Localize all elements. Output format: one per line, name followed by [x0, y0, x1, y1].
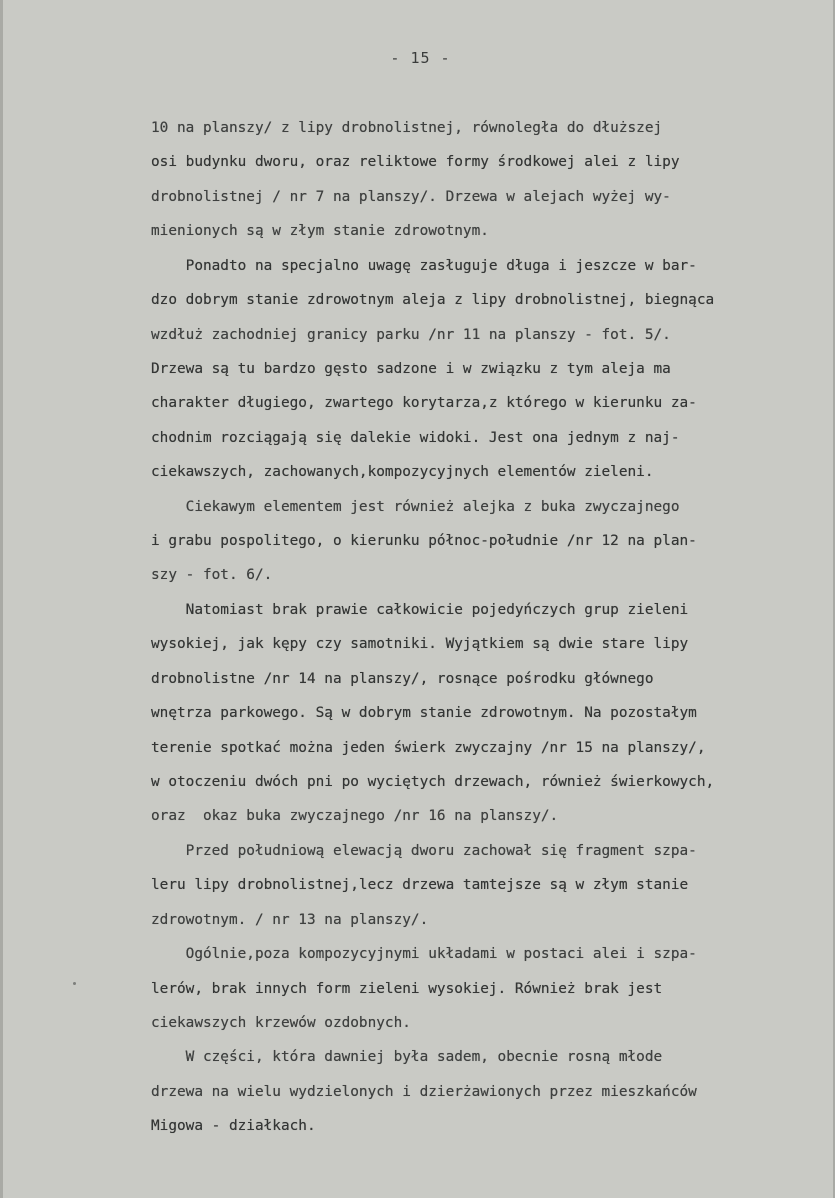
text-line: drzewa na wielu wydzielonych i dzierżawionych przez mieszkańców [151, 1084, 697, 1100]
text-line: Przed południową elewacją dworu zachował się fragment szpa- [151, 843, 697, 859]
text-line: drobnolistnej / nr 7 na planszy/. Drzewa w alejach wyżej wy- [151, 189, 671, 205]
text-line: osi budynku dworu, oraz reliktowe formy środkowej alei z lipy [151, 154, 680, 170]
text-line: charakter długiego, zwartego korytarza,z którego w kierunku za- [151, 395, 697, 411]
text-line: drobnolistne /nr 14 na planszy/, rosnące pośrodku głównego [151, 671, 654, 687]
text-line: mienionych są w złym stanie zdrowotnym. [151, 223, 489, 239]
text-line: 10 na planszy/ z lipy drobnolistnej, równoległa do dłuższej [151, 120, 663, 136]
text-line: w otoczeniu dwóch pni po wyciętych drzewach, również świerkowych, [151, 774, 715, 790]
text-line: W części, która dawniej była sadem, obecnie rosną młode [151, 1049, 663, 1065]
text-line: terenie spotkać można jeden świerk zwyczajny /nr 15 na planszy/, [151, 740, 706, 756]
text-line: wnętrza parkowego. Są w dobrym stanie zdrowotnym. Na pozostałym [151, 705, 697, 721]
text-line: Migowa - działkach. [151, 1118, 316, 1134]
text-line: Drzewa są tu bardzo gęsto sadzone i w związku z tym aleja ma [151, 361, 671, 377]
page-number: - 15 - [390, 49, 451, 67]
text-line: wysokiej, jak kępy czy samotniki. Wyjątkiem są dwie stare lipy [151, 636, 689, 652]
text-line: zdrowotnym. / nr 13 na planszy/. [151, 912, 429, 928]
text-line: Natomiast brak prawie całkowicie pojedyńczych grup zieleni [151, 602, 689, 618]
text-line: ciekawszych krzewów ozdobnych. [151, 1015, 411, 1031]
text-line: Ciekawym elementem jest również alejka z buka zwyczajnego [151, 499, 680, 515]
text-line: dzo dobrym stanie zdrowotnym aleja z lipy drobnolistnej, biegnąca [151, 292, 715, 308]
text-line: Ogólnie,poza kompozycyjnymi układami w postaci alei i szpa- [151, 946, 697, 962]
text-line: oraz okaz buka zwyczajnego /nr 16 na planszy/. [151, 808, 559, 824]
text-line: szy - fot. 6/. [151, 567, 273, 583]
text-line: wzdłuż zachodniej granicy parku /nr 11 na planszy - fot. 5/. [151, 327, 671, 343]
text-line: lerów, brak innych form zieleni wysokiej. Również brak jest [151, 981, 663, 997]
text-line: Ponadto na specjalno uwagę zasługuje długa i jeszcze w bar- [151, 258, 697, 274]
text-line: i grabu pospolitego, o kierunku północ-południe /nr 12 na plan- [151, 533, 697, 549]
text-line: ciekawszych, zachowanych,kompozycyjnych elementów zieleni. [151, 464, 654, 480]
text-line: leru lipy drobnolistnej,lecz drzewa tamtejsze są w złym stanie [151, 877, 689, 893]
text-line: chodnim rozciągają się dalekie widoki. Jest ona jednym z naj- [151, 430, 680, 446]
margin-speck [73, 982, 76, 985]
